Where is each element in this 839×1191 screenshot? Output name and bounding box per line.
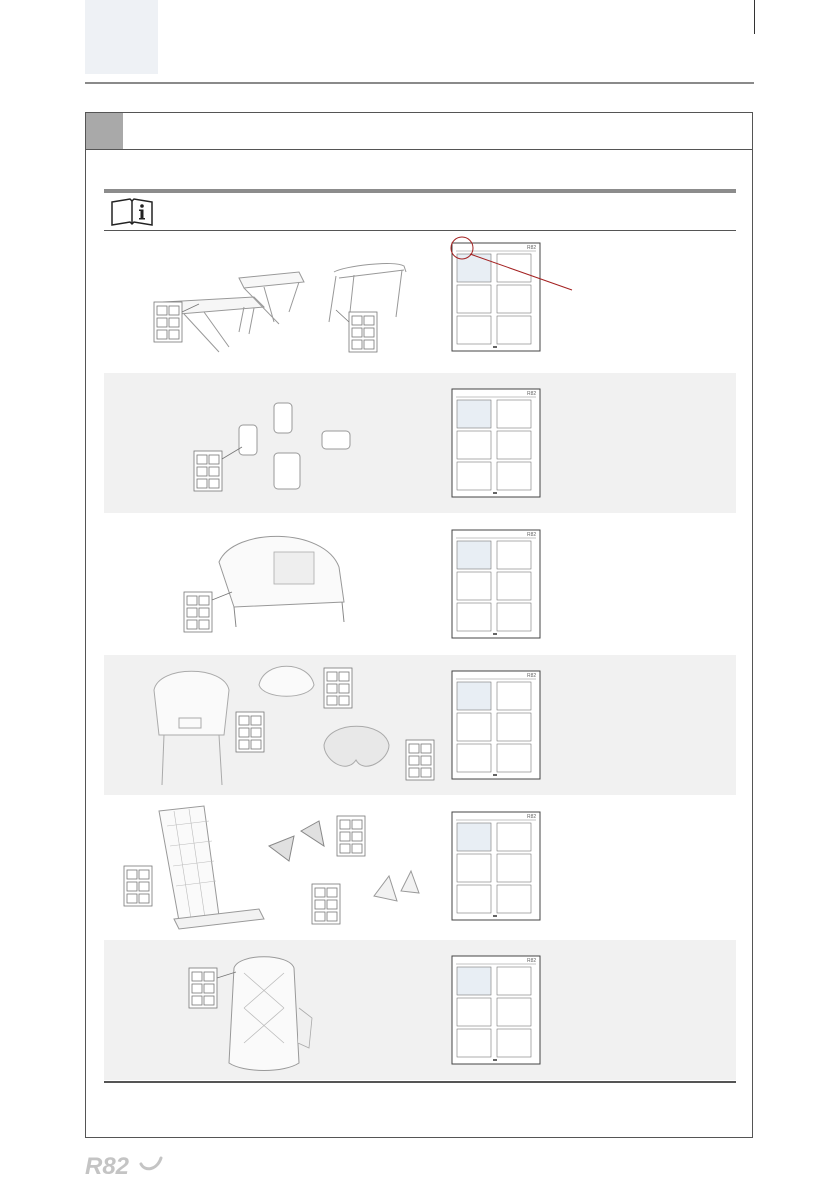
row-3-illustration [164,522,364,647]
callout-circle-icon [442,232,582,292]
product-row-5 [104,796,736,936]
row-2-manual-thumbnail [451,388,541,498]
section-header [86,113,752,150]
product-row-6 [104,940,736,1080]
cut-line [754,0,755,34]
manual-info-icon [110,197,154,227]
product-row-2 [104,373,736,513]
row-4-illustration [124,660,444,790]
svg-text:R82: R82 [85,1153,130,1180]
row-6-manual-thumbnail [451,955,541,1065]
r82-logo [85,1150,175,1180]
row-5-illustration [119,801,439,931]
svg-text:R82: R82 [527,673,537,679]
row-6-illustration [184,948,334,1076]
section-number-box [86,113,123,149]
svg-text:R82: R82 [527,245,537,251]
corner-tab [85,0,158,74]
row-5-manual-thumbnail [451,811,541,921]
svg-text:R82: R82 [527,391,537,397]
content-frame [85,112,753,1138]
row-1-illustration [124,242,424,362]
svg-text:R82: R82 [527,958,537,964]
row-2-illustration [164,383,364,503]
header-rule [85,82,754,84]
row-3-manual-thumbnail [451,529,541,639]
product-row-4 [104,655,736,795]
svg-text:R82: R82 [527,532,537,538]
svg-text:R82: R82 [527,814,537,820]
product-row-1 [104,232,736,372]
bottom-rule [104,1081,736,1083]
info-row [104,193,736,231]
row-4-manual-thumbnail [451,670,541,780]
product-row-3 [104,514,736,654]
